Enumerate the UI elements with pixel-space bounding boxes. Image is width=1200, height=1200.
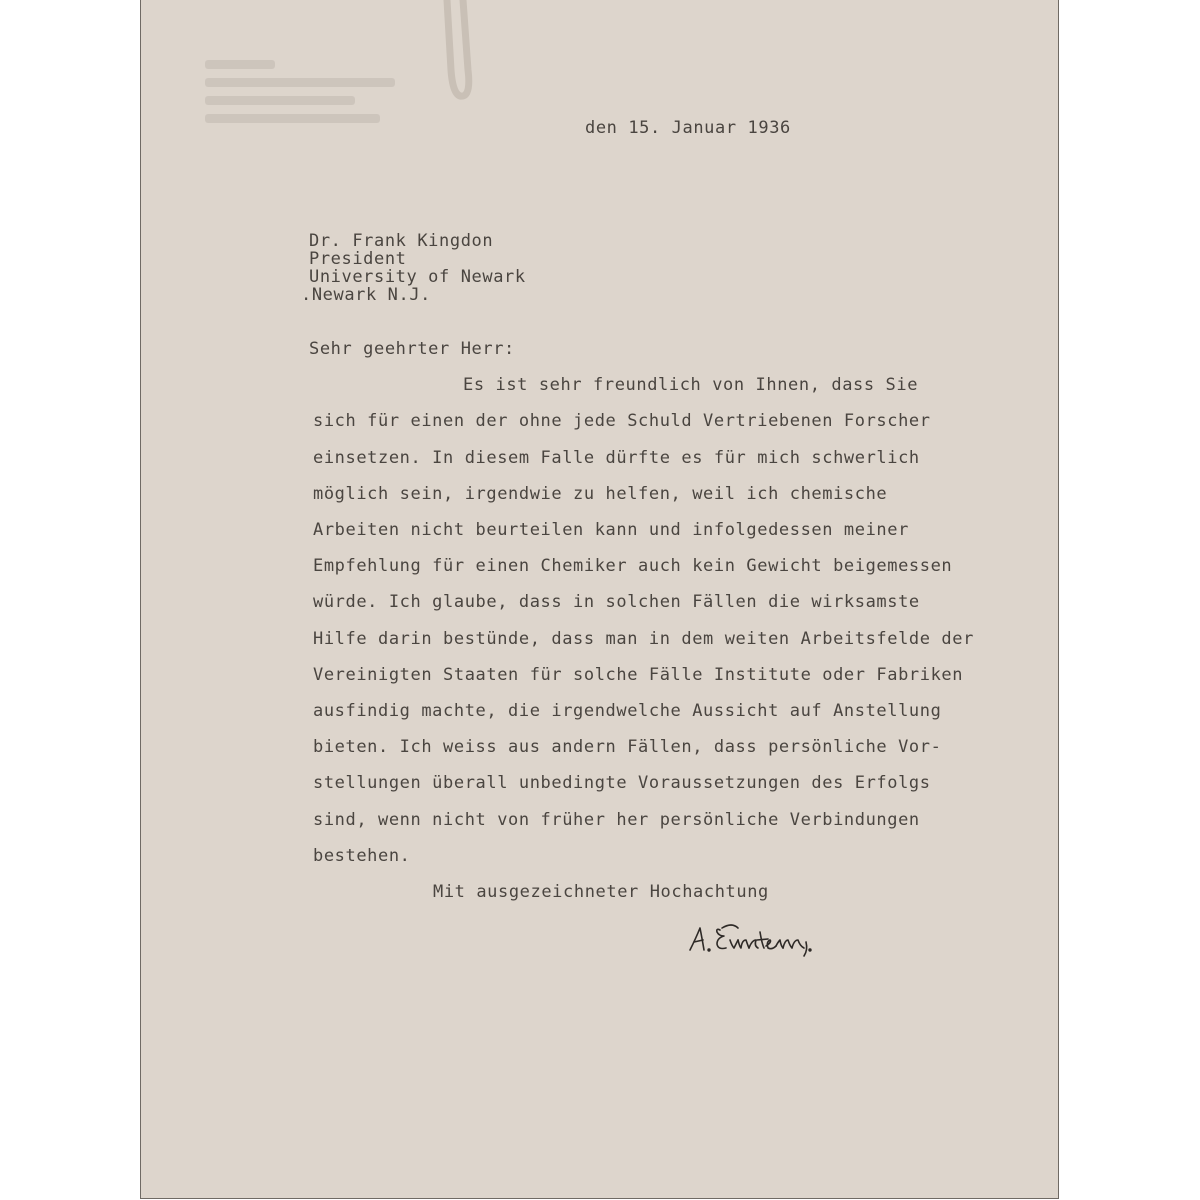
- body-line: einsetzen. In diesem Falle dürfte es für mich schwerlich: [313, 448, 920, 468]
- body-line: stellungen überall unbedingte Voraussetzungen des Erfolgs: [313, 773, 931, 793]
- body-line: würde. Ich glaube, dass in solchen Fällen die wirksamste: [313, 592, 920, 612]
- recipient-city: .Newark N.J.: [301, 285, 432, 305]
- letter-date: den 15. Januar 1936: [585, 118, 791, 138]
- body-line: Hilfe darin bestünde, dass man in dem weiten Arbeitsfelde der: [313, 629, 974, 649]
- body-line: Empfehlung für einen Chemiker auch kein Gewicht beigemessen: [313, 556, 953, 576]
- body-line: möglich sein, irgendwie zu helfen, weil ich chemische: [313, 484, 888, 504]
- body-line: sind, wenn nicht von früher her persönliche Verbindungen: [313, 810, 920, 830]
- salutation: Sehr geehrter Herr:: [309, 339, 515, 359]
- recipient-name: Dr. Frank Kingdon: [309, 231, 494, 251]
- body-line: Arbeiten nicht beurteilen kann und infolgedessen meiner: [313, 520, 909, 540]
- body-line: sich für einen der ohne jede Schuld Vertriebenen Forscher: [313, 411, 931, 431]
- body-line: Es ist sehr freundlich von Ihnen, dass Sie: [463, 375, 919, 395]
- letterhead-show-through: [205, 58, 425, 138]
- body-line: bieten. Ich weiss aus andern Fällen, dass persönliche Vor-: [313, 737, 942, 757]
- letter-sheet: [140, 0, 1059, 1199]
- signature-handwritten: [686, 916, 836, 966]
- body-line: ausfindig machte, die irgendwelche Aussicht auf Anstellung: [313, 701, 942, 721]
- body-line: bestehen.: [313, 846, 411, 866]
- recipient-title: President: [309, 249, 407, 269]
- recipient-institution: University of Newark: [309, 267, 526, 287]
- body-line: Vereinigten Staaten für solche Fälle Institute oder Fabriken: [313, 665, 964, 685]
- clip-mark: [441, 0, 481, 110]
- closing: Mit ausgezeichneter Hochachtung: [433, 882, 769, 902]
